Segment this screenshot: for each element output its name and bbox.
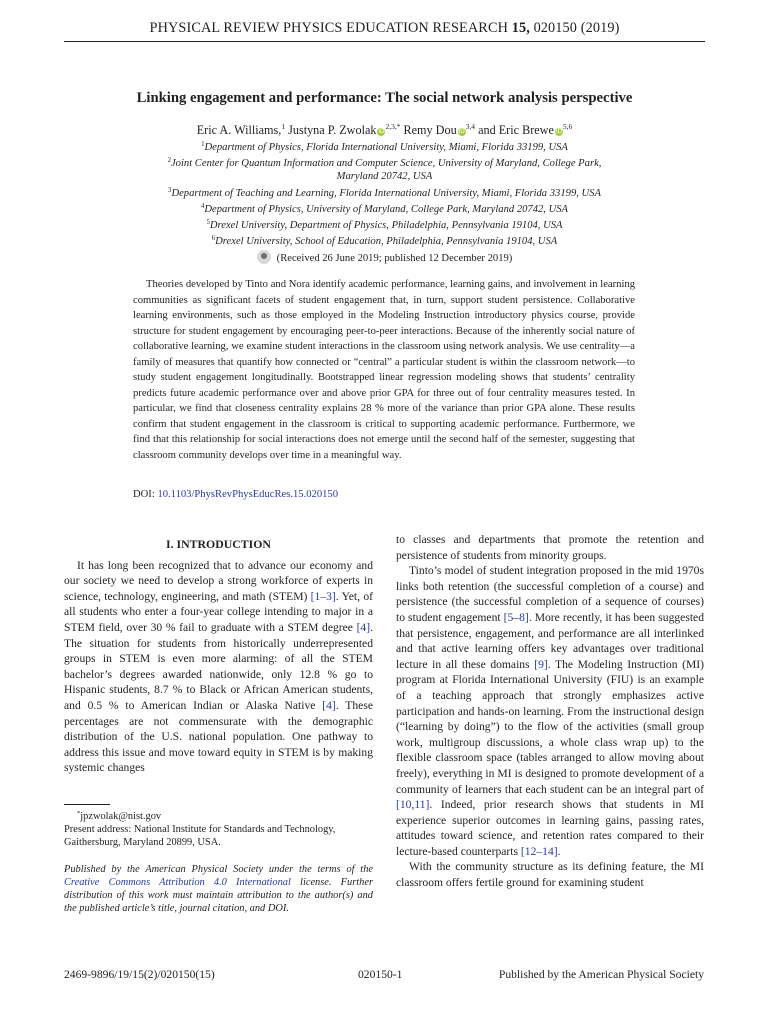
author-name[interactable]: Justyna P. Zwolak [288, 123, 377, 137]
citation-link[interactable]: [10,11] [396, 798, 430, 812]
citation-link[interactable]: [1–3] [310, 589, 336, 603]
orcid-icon[interactable]: iD [458, 128, 465, 135]
footer-publisher: Published by the American Physical Society [498, 968, 704, 981]
paragraph: It has long been recognized that to advance our economy and our society we need to develop a strong workforce of experts in science, technology, engineering, and math (STEM) [1–3]. Yet, of all students who enter a four-year college intending to major in a STEM field, over 30 % fail to graduate with a STEM degree [4]. The situation for students from historically underrepresented groups in STEM is even more alarming: of all the STEM bachelor’s degrees awarded nationwide, only 12.8 % go to Hispanic students, 8.7 % to Black or African American students, and 0.5 % to American Indian or Alaska Native [4]. These percentages are not commensurate with the demographic distribution of the U.S. national population. One pathway to address this issue and move toward equity in STEM is by making systemic changes [64, 558, 374, 775]
check-for-updates-icon[interactable] [257, 250, 271, 264]
citation-link[interactable]: [12–14] [520, 844, 558, 858]
paragraph: Tinto’s model of student integration proposed in the mid 1970s links both retention (the successful completion of a course) and persistence (the successful completion of a sequence of courses) to student engagement [5–8]. More recently, it has been suggested that persistence, engagement, and performance are all interlinked and that active learning offers key advantages over traditional lecture in all these domains [9]. The Modeling Instruction (MI) program at Florida International University (FIU) is an example of a teaching approach that strongly emphasizes active participation and hands-on learning. From the instructional design (“learning by doing”) to the flow of the activities (small group work, multigroup discussions, a whole class wrap up) to the flexible classroom space (tables arranged to allow moving about freely), everything in MI is designed to promote development of a community of learners that each student can be an integral part of [10,11]. Indeed, prior research shows that students in MI experience superior outcomes in learning gains, passing rates, attitudes toward science, and retention rates compared to their lecture-based counterparts [12–14]. [396, 564, 705, 858]
doi-label: DOI: [133, 489, 155, 500]
footnote-rule [64, 804, 110, 805]
affiliation: Maryland 20742, USA [336, 171, 433, 183]
author-affil-sup: 5,6 [562, 122, 573, 131]
affiliation-list [64, 138, 705, 248]
article-title: Linking engagement and performance: The social network analysis perspective [136, 90, 633, 106]
paragraph: With the community structure as its defining feature, the MI classroom offers fertile ground for examining student [396, 860, 704, 890]
citation-link[interactable]: [5–8] [503, 610, 529, 624]
abstract: Theories developed by Tinto and Nora identify academic performance, learning gains, and involvement in learning communities as significant facets of student engagement that, in turn, support student persistence. Collaborative learning environments, such as those employed in the Modeling Instruction introductory physics course, provide structure for student engagement by encouraging peer-to-peer interactions. Because of the inherently social nature of collaborative learning, we examine student interactions in the classroom using network analysis. We use centrality—a family of measures that quantify how connected or “central” a particular student is within the classroom network—to study student engagement longitudinally. Bootstrapped linear regression modeling shows that students’ centrality predicts future academic performance over and above prior GPA for three out of four centrality measures tested. In particular, we find that closeness centrality explains 28 % more of the variance than prior GPA alone. These results confirm that student engagement in the classroom is critical to supporting academic performance. Furthermore, we find that this relationship for social interactions does not emerge until the second half of the semester, suggesting that classroom community develops over time in a meaningful way. [133, 279, 635, 461]
author-name: Eric A. Williams, [196, 123, 282, 137]
affiliation: $^2$Joint Center for Quantum Information and Computer Science, University of Maryland, College Park, [167, 157, 602, 170]
received-dates: (Received 26 June 2019; published 12 December 2019) [64, 250, 705, 264]
author-affil-sup: 2,3,* [385, 122, 401, 131]
paragraph: to classes and departments that promote the retention and persistence of students from minority groups. [396, 533, 704, 562]
journal-volume: 15, [511, 20, 530, 36]
section-heading: I. INTRODUCTION [166, 537, 271, 551]
affiliation: $^4$Department of Physics, University of Maryland, College Park, Maryland 20742, USA [200, 202, 569, 215]
journal-header [64, 20, 705, 37]
author-list [64, 122, 705, 138]
affiliation: $^1$Department of Physics, Florida International University, Miami, Florida 33199, USA [201, 141, 568, 153]
header-rule [64, 41, 705, 42]
right-column [396, 532, 704, 891]
left-column [64, 532, 373, 776]
license-link[interactable]: Creative Commons Attribution 4.0 International [64, 877, 291, 889]
affiliation: $^6$Drexel University, School of Education, Philadelphia, Pennsylvania 19104, USA [211, 235, 558, 248]
author-name[interactable]: and Eric Brewe [478, 123, 554, 137]
affiliation: $^5$Drexel University, Department of Physics, Philadelphia, Pennsylvania 19104, USA [206, 219, 563, 232]
footnote: *jpzwolak@nist.gov Present address: National Institute for Standards and Technology, Gaithersburg, Maryland 20899, USA. [64, 807, 373, 849]
author-affil-sup: 3,4 [465, 122, 476, 131]
present-address: Present address: National Institute for Standards and Technology, Gaithersburg, Maryland 20899, USA. [64, 824, 336, 849]
journal-name: PHYSICAL REVIEW PHYSICS EDUCATION RESEARCH [149, 20, 509, 36]
orcid-icon[interactable]: iD [378, 128, 385, 135]
citation-link[interactable]: [9] [534, 657, 548, 671]
affiliation: $^3$Department of Teaching and Learning, Florida International University, Miami, Florida 33199, USA [168, 186, 601, 199]
footer-page-number: 020150-1 [358, 968, 403, 981]
citation-link[interactable]: [4] [322, 698, 336, 712]
author-email[interactable]: jpzwolak@nist.gov [80, 811, 162, 822]
citation-link[interactable]: [4] [356, 620, 371, 634]
article-number: 020150 (2019) [533, 20, 620, 36]
footer-issn: 2469-9896/19/15(2)/020150(15) [64, 968, 215, 981]
orcid-icon[interactable]: iD [555, 128, 563, 135]
license-notice: Published by the American Physical Society under the terms of the Creative Commons Attribution 4.0 International license. Further distribution of this work must maintain attribution to the author(s) and the published article’s title, journal citation, and DOI. [64, 864, 374, 915]
author-affil-sup: 1 [281, 122, 286, 131]
doi-line [133, 489, 338, 500]
author-name[interactable]: Remy Dou [403, 123, 457, 137]
doi-link[interactable]: 10.1103/PhysRevPhysEducRes.15.020150 [157, 489, 339, 500]
